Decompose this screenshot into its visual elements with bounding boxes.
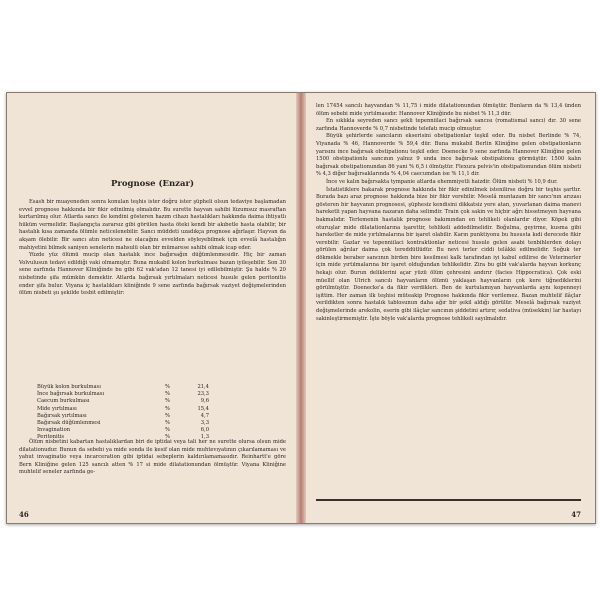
table-row: Caecum burkulması % 9,6: [37, 398, 209, 405]
open-book: [6, 92, 596, 524]
mortality-table: [37, 384, 237, 442]
table-row: Bağırsak düğümlenmesi % 3,3: [37, 420, 209, 427]
paragraph: Büyük şehirlerde sancıların ekserisini obstipationlar teşkil eder. Bu nisbet Berlinde % 74, Viyanada % 46, Hannoverde % 59,4 dür. Buna mukabil Berlin Kliniğine gelen obstipationların yarısını ince bağırsak obstipationu teşkil eder. Doenecke 9 sene zarfında Hannover Kliniğine gelen 1500 obstipationlu sancının yalnız 9 unda ince bağırsak obstipationu görmüştür. 1500 kalın bağırsak obstipationundan 86 yani % 6,5 i ölmüştür. Flexura pelvis'in obstipationundan ölüm nisbeti % 4,3 diğer bağırsaklarında % 4,04 caecumdan ise % 11,1 dir.: [316, 133, 581, 178]
page-number-left: 46: [19, 510, 29, 519]
paragraph: Yüzde yüz ölümü mucip olan hastalık ince bağırsağın düğümlenmesidir. Hiç bir zaman Volvulusun tedavi edildiği vaki olmamıştır. Buna mukabil kolon burkulması bazan iyileşebilir. Son 30 sene zarfında Hannover Kliniğinde bu gibi 62 vak'adan 12 tanesi iyi edilebilmiştir. Şu halde % 20 nisbetinde şifa mümkün demektir. Atlarda bağırsak yırtılmaları neticesi husule gelen peritonitis ender şifa bulur. Viyana iç hastalıkları kliniğinde 9 sene zarfında bağırsak vaziyet değişmelerinden ölüm nisbeti şu şekilde tesbit edilmiştir:: [19, 252, 286, 297]
chapter-title: Prognose (Enzar): [111, 179, 194, 189]
table-row: Büyük kolon burkulması % 21,4: [37, 384, 209, 390]
right-page: [302, 93, 595, 523]
left-page-bottom-text: [19, 439, 286, 477]
table-row: Peritonitis % 1,3: [37, 434, 209, 441]
table-row: Bağırsak yırtılması % 4,7: [37, 412, 209, 419]
paragraph: En sıklıkla seyreden sancı şekli tepenniilaci bağırsak sancısı (romatismal sancı) dır. 30 sene zarfında Hannoverde % 0,7 nisbetinde telefatı mucip olmuştur.: [316, 118, 581, 132]
paragraph: Ölüm nisbetini kabartan hastalıklardan biri de iptidai veya tali her ne surette olursa olsun mide dilatationudur. Bunun da sebebi ya mide sonda ile kesif olan mide muhtevıyatının çıkarılamaması ve yahut invaginatio veya incarceration gibi iptidai sebeplerin kaldırılamamasıdır. Reinhartt'e göre Bern Kliniğine gelen 125 sancılı atten % 17 si mide dilatationundan ölmüştür. Viyana Kliniğine muhtelif seneler zarfında ge-: [19, 439, 286, 476]
table-row: Mide yırtılması % 15,4: [37, 405, 209, 412]
paragraph: İnce ve kalın bağırsakta tympanie atlarda ehemmiyetli haizdir. Ölüm nisbeti % 10,9 dur.: [326, 178, 558, 185]
left-page-intro: [19, 199, 286, 298]
left-page: [7, 93, 298, 523]
table-row: Invagination % 6,0: [37, 427, 209, 434]
paragraph: İstatistiklere bakarak prognose hakkında bir fikir edinilmek istenilirse doğru bir teşhis şarttır. Burada bazı araz prognose hakkında bize bir fikir verebilir. Meselâ muntazam bir sancı'nın arızası gösteren bir hayvanın prognosesi, şüphesiz kendisini dikkatsiz yere atan, yuvarlanan daima manevi hareketli yapan hayvana nazaran daha selimdir. Train çok sakin ve hiçbir ağrı hissetmeyen hayvana bakmalıdır. Terlemenin hastalık prognose bakımından en tehlikeli olanlardır diyor. Köpek gibi oturuşlar mide dilatationlarına işarettir, tehlikeli addedilmelidir. Boğulma, geyirme, kusma gibi hareketler de mide yırtılmalarına bir işaret olabilir. Karın punktiyonu bu hususta kıdi derecede fikir verebilir. Gazlar ve tepenniilaci kontraktionlar neticesi husule gelen asabi tenbihlerden dolayı görülen ağrılar daima çok tereddütlüdür. Bu nevi terler ciddi telâkki edilmelidir. Soğuk ter dökmekle beraber sancının birden bire kesilmesi kalk tarafından iyi kabul edilirse de Veterinerler için mide yırtılmalarına bir işaret olduğundan tehlikelidir. Zira bu gibi vak'alarda hayvan korkunç hekajı olur. Burun deliklerini açar yüzü ölüm çehresini andırır (facies Hippocratica). Çok eski müellif olan Ulrich sancılı hayvanların ölümü yaklaşan hayvanların çok kere tiğnediklerini görülmüştür. Doenecke'a da fikir verdikleri. Ben de kurtulamıyan hayvanlarda aynı kopenneyi işittim. Her zaman ilk teşhisi müteakip Prognose hakkında fikir verilemez. Bazan muhtelif ilâçlar verildikten sonra hastalık tablosunun daha ağır bir şekil aldığı görülür. Meselâ bağırsak vaziyet değişmelerinde arekolin, eserin gibi ilâçlar sancının şiddetini artırır, sedativa (müsekkin) lar hastayı sakinleştirmemiştir. İşte böyle vak'alarda prognose tehlikeli sayılmalıdır.: [316, 186, 581, 322]
table-row: İnce bağırsak burkulması % 23,3: [37, 391, 209, 398]
right-page-text: [316, 103, 581, 323]
page-number-right: 47: [571, 510, 581, 519]
paragraph: Esash bir muayeneden sonra konulan teşhis ister doğru ister şüpheli olsun tedaviye başlamadan evvel prognose hakkında bir fikir edinilmiş olmalıdır. Bu surette hayvan sahibi lüzumsuz masraftan kurtarılmış olur. Atlarda sancı ile kendini gösteren hazım cihazı hastalıkları hakkında daima ihtiyatlı hüküm vermelidir. Başlangıçta zararsız gibi görülen hasta öteki kendi bir akıbetle hasta olabilir, bir hastalık kısa zamanda ölümle neticelenebilir. Sancı müddeti uzadıkça prognose ağırlaşır. Hayvan da akşam ölebilir. Bir sancı atın neticesi ne olacağını evvelden söyleyebilmek için evvelâ hastalığın mahiyetini bilmek saniyen senelerin mahsulü olan bir mümarese sahibi olmak icap eder.: [19, 199, 286, 251]
paragraph: len 17454 sancılı hayvandan % 11,75 i mide dilatationundan ölmüştür. Bunların da % 13,4 ünden ölüm sebebi mide yırtılmasıdır. Hannover Kliniğinde bu nisbet % 11,3 dür.: [316, 103, 581, 117]
page-rule: [316, 499, 581, 501]
